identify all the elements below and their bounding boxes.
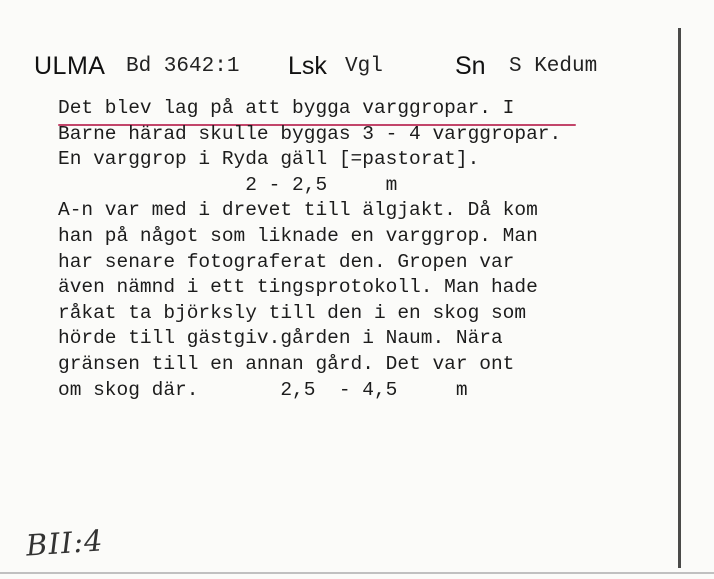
sn-label: Sn xyxy=(455,52,486,80)
text-line: hörde till gästgiv.gården i Naum. Nära xyxy=(58,327,503,350)
text-line: gränsen till en annan gård. Det var ont xyxy=(58,352,515,375)
sn-value: S Kedum xyxy=(509,55,598,78)
lsk-label: Lsk xyxy=(288,52,327,80)
card-bottom-edge xyxy=(0,572,714,574)
card-header xyxy=(34,52,654,86)
text-line: En varggrop i Ryda gäll [=pastorat]. xyxy=(58,148,480,171)
lsk-value: Vgl xyxy=(345,55,383,78)
card-right-border xyxy=(678,28,681,568)
text-line: råkat ta björksly till den i en skog som xyxy=(58,301,527,324)
text-line: har senare fotograferat den. Gropen var xyxy=(58,250,515,273)
card-body-text xyxy=(58,96,658,403)
text-line: 2 - 2,5 m xyxy=(58,173,398,196)
text-line: Det blev lag på att bygga varggropar. I xyxy=(58,97,515,119)
text-line: A-n var med i drevet till älgjakt. Då kom xyxy=(58,199,538,222)
text-line: Barne härad skulle byggas 3 - 4 varggropar. xyxy=(58,122,562,145)
archive-name: ULMA xyxy=(34,52,106,80)
volume-number: Bd 3642:1 xyxy=(126,55,240,78)
text-line: även nämnd i ett tingsprotokoll. Man hade xyxy=(58,276,538,299)
text-line: han på något som liknade en varggrop. Man xyxy=(58,224,538,247)
handwritten-note: BII:4 xyxy=(24,523,105,563)
text-line: om skog där. 2,5 - 4,5 m xyxy=(58,378,468,401)
